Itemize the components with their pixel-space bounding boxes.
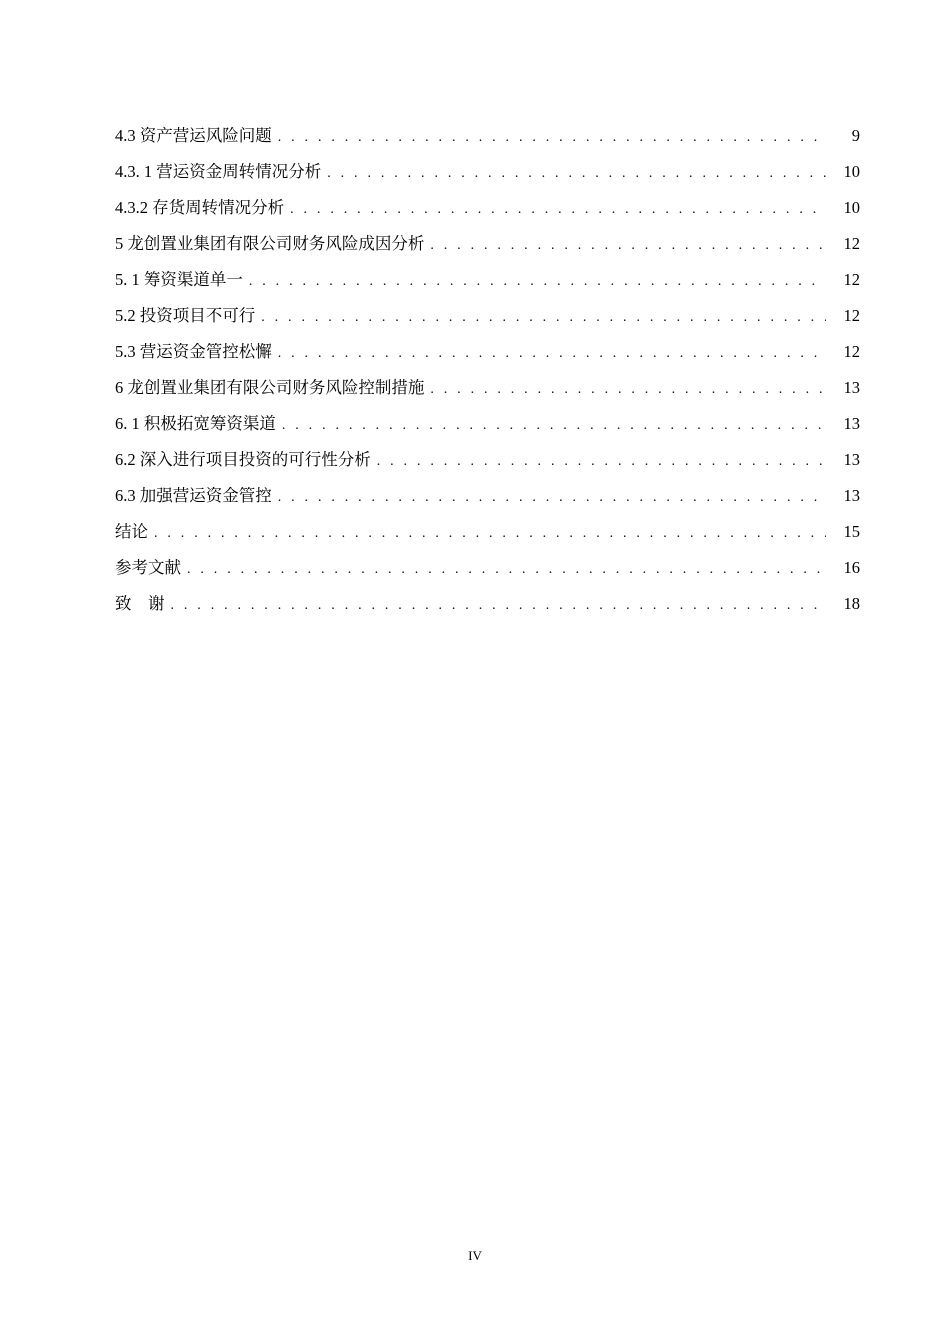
toc-entry-title: 参考文献	[115, 558, 181, 577]
toc-dot-leader	[327, 156, 826, 192]
toc-dot-leader	[261, 300, 826, 336]
toc-entry-title: 4.3 资产营运风险问题	[115, 126, 272, 145]
toc-dot-leader	[430, 372, 826, 408]
toc-entry-page: 12	[843, 270, 860, 289]
toc-entry-page: 13	[843, 414, 860, 433]
toc-entry-5[interactable]	[115, 226, 860, 262]
toc-dot-leader	[187, 552, 826, 588]
toc-entry-title: 结论	[115, 522, 148, 541]
toc-entry-4-3[interactable]	[115, 118, 860, 154]
toc-entry-page: 10	[843, 198, 860, 217]
toc-entry-page: 13	[843, 378, 860, 397]
toc-entry-title: 5.3 营运资金管控松懈	[115, 342, 272, 361]
toc-entry-page: 13	[843, 486, 860, 505]
toc-entry-references[interactable]	[115, 550, 860, 586]
toc-dot-leader	[430, 228, 826, 264]
toc-entry-page: 16	[843, 558, 860, 577]
toc-entry-title: 6.3 加强营运资金管控	[115, 486, 272, 505]
toc-entry-title: 致 谢	[115, 594, 165, 613]
toc-entry-6-2[interactable]	[115, 442, 860, 478]
toc-entry-title: 6. 1 积极拓宽筹资渠道	[115, 414, 276, 433]
toc-entry-page: 13	[843, 450, 860, 469]
toc-dot-leader	[171, 588, 827, 624]
toc-dot-leader	[249, 264, 826, 300]
toc-entry-5-2[interactable]	[115, 298, 860, 334]
toc-dot-leader	[377, 444, 826, 480]
toc-entry-6[interactable]	[115, 370, 860, 406]
toc-entry-title: 5.2 投资项目不可行	[115, 306, 256, 325]
table-of-contents	[115, 118, 860, 622]
toc-entry-title: 6.2 深入进行项目投资的可行性分析	[115, 450, 371, 469]
toc-entry-4-3-1[interactable]	[115, 154, 860, 190]
toc-entry-title: 5 龙创置业集团有限公司财务风险成因分析	[115, 234, 425, 253]
toc-entry-4-3-2[interactable]	[115, 190, 860, 226]
toc-dot-leader	[278, 120, 826, 156]
toc-entry-page: 12	[843, 342, 860, 361]
toc-entry-title: 4.3.2 存货周转情况分析	[115, 198, 285, 217]
toc-entry-page: 10	[843, 162, 860, 181]
toc-dot-leader	[290, 192, 826, 228]
page-number: IV	[468, 1248, 482, 1263]
toc-entry-title: 6 龙创置业集团有限公司财务风险控制措施	[115, 378, 425, 397]
toc-entry-5-3[interactable]	[115, 334, 860, 370]
toc-dot-leader	[154, 516, 826, 552]
toc-entry-page: 18	[843, 594, 860, 613]
toc-entry-6-3[interactable]	[115, 478, 860, 514]
toc-entry-conclusion[interactable]	[115, 514, 860, 550]
toc-entry-title: 4.3. 1 营运资金周转情况分析	[115, 162, 322, 181]
toc-entry-title: 5. 1 筹资渠道单一	[115, 270, 243, 289]
toc-dot-leader	[278, 336, 826, 372]
toc-entry-page: 12	[843, 306, 860, 325]
toc-entry-6-1[interactable]	[115, 406, 860, 442]
toc-entry-5-1[interactable]	[115, 262, 860, 298]
toc-dot-leader	[278, 480, 826, 516]
toc-entry-page: 15	[843, 522, 860, 541]
toc-entry-acknowledgements[interactable]	[115, 586, 860, 622]
toc-dot-leader	[282, 408, 826, 444]
toc-entry-page: 9	[851, 126, 860, 145]
toc-entry-page: 12	[843, 234, 860, 253]
